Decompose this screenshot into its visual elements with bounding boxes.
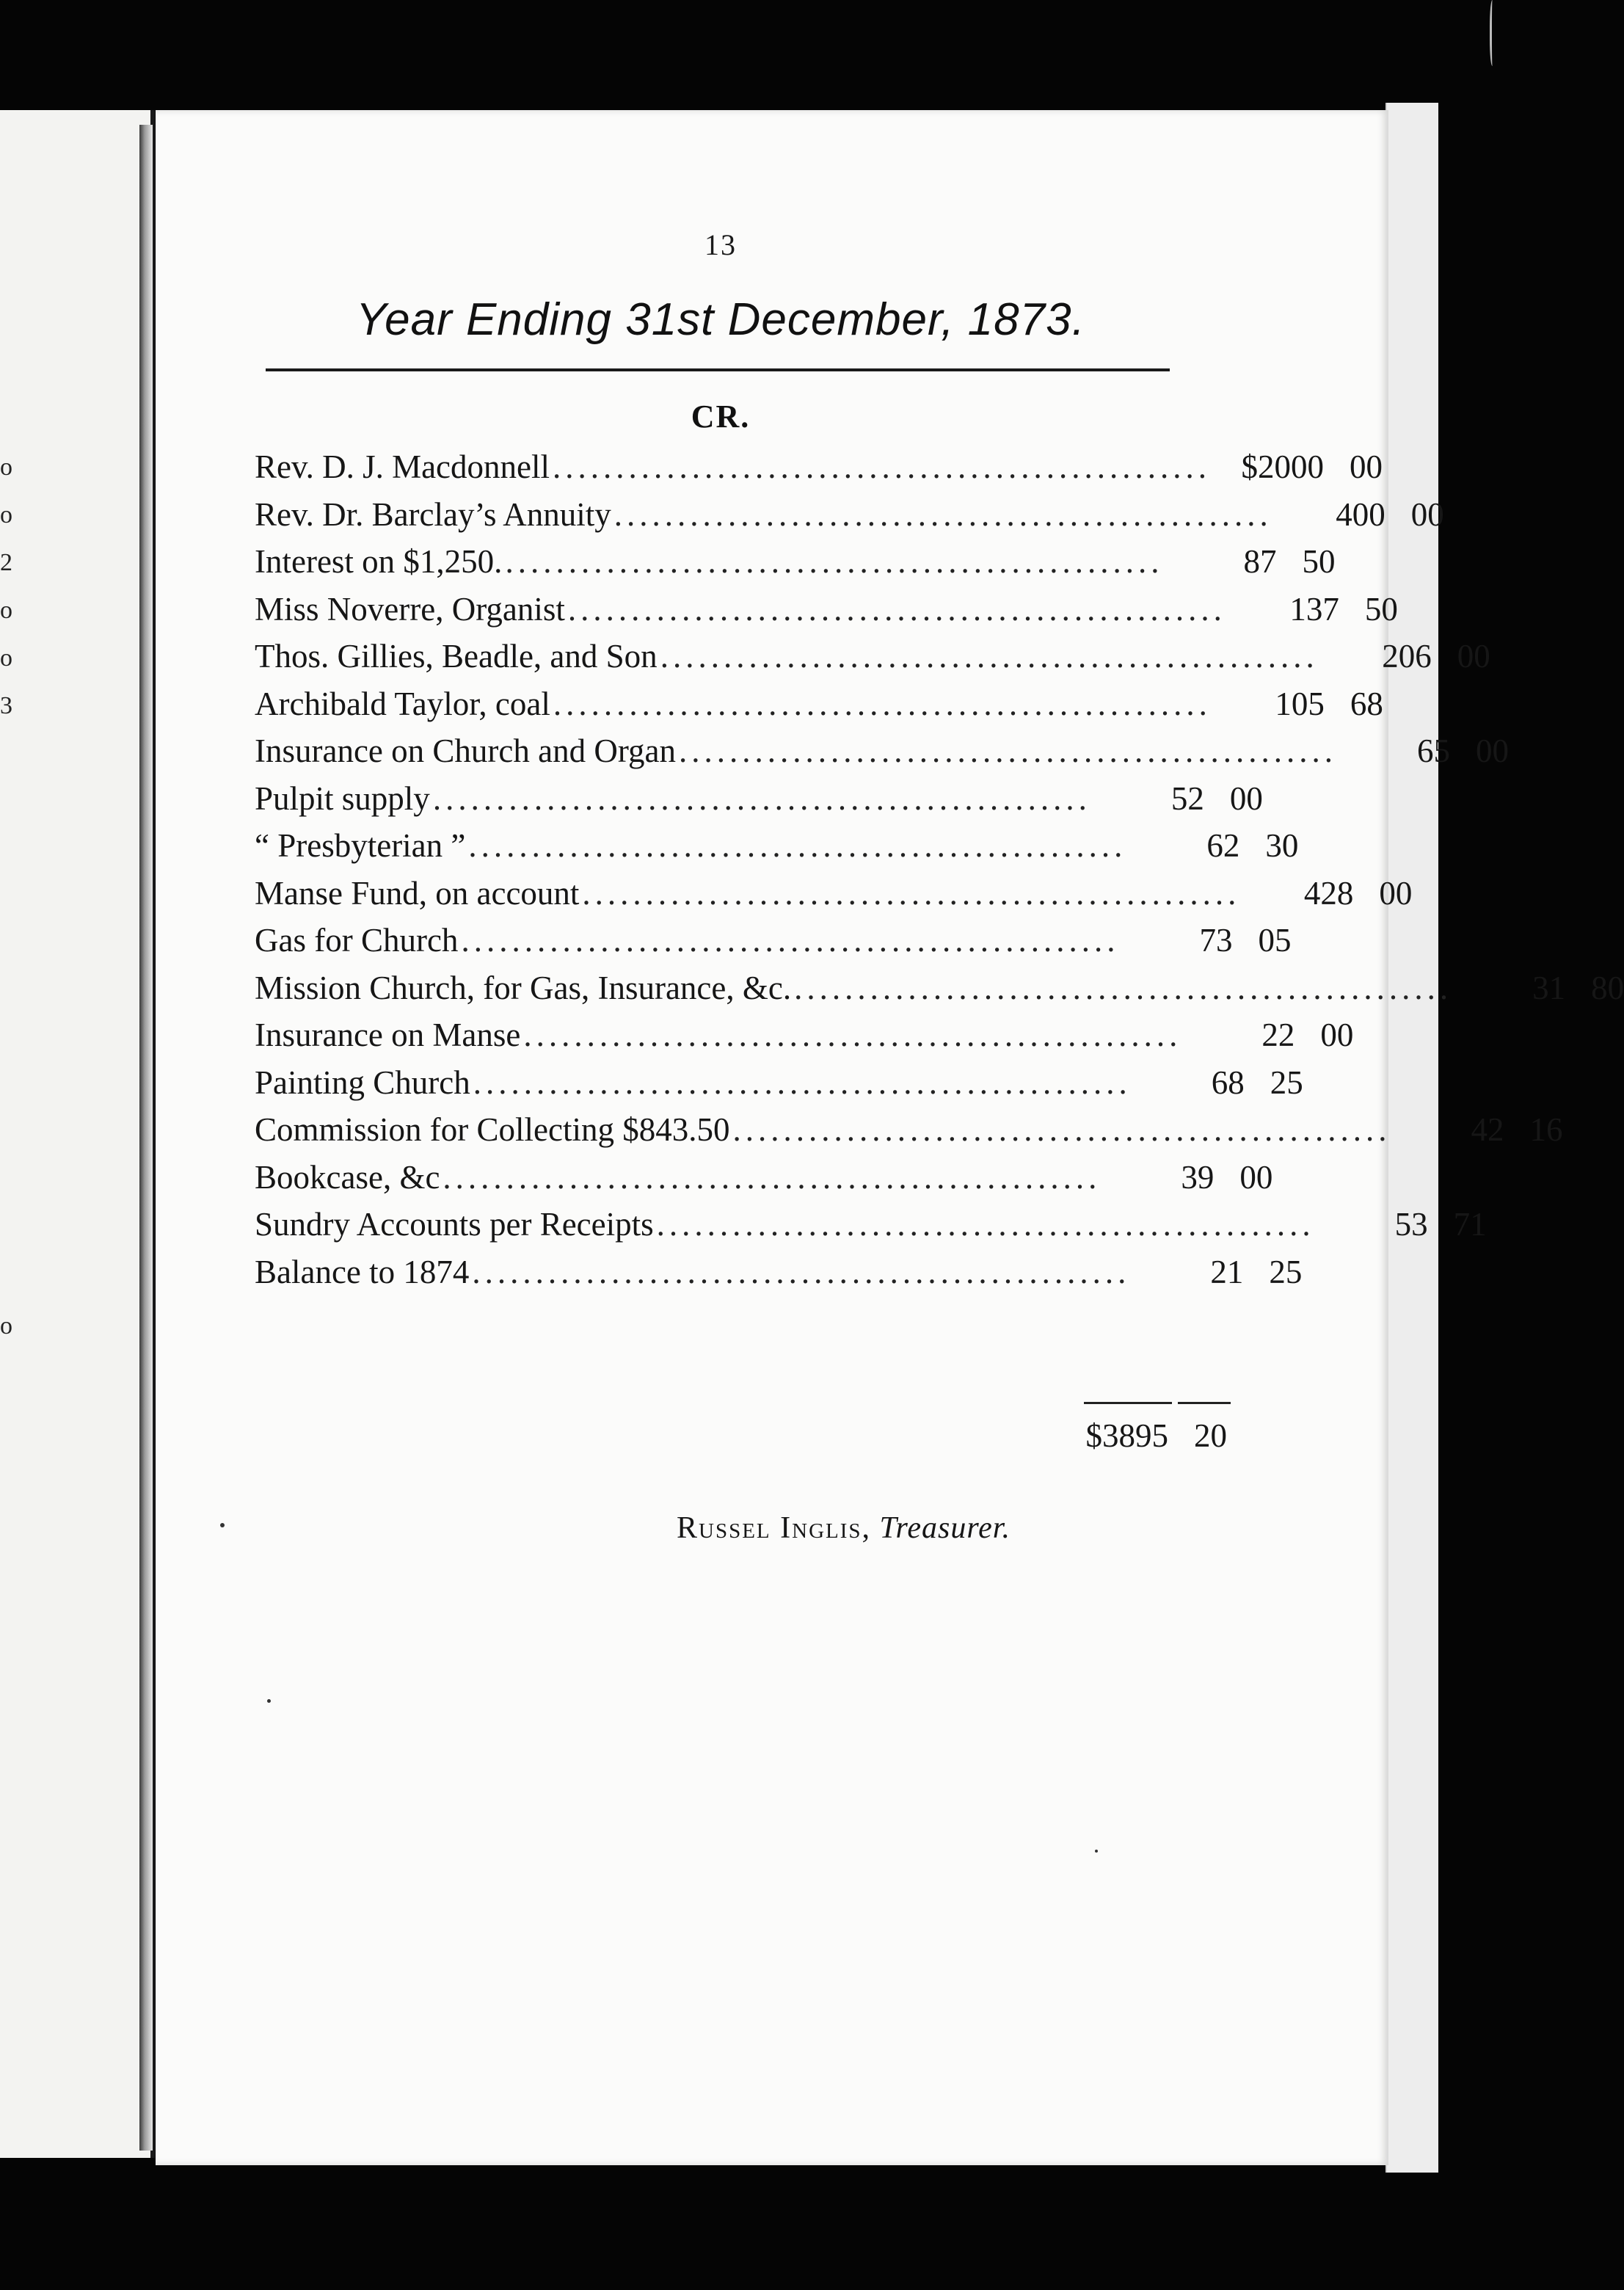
prev-page-fragment: 2 bbox=[0, 549, 12, 576]
table-row bbox=[255, 921, 1292, 969]
paper-speck bbox=[1095, 1850, 1098, 1853]
leader-dots: .................................................... bbox=[794, 969, 1453, 1006]
leader-dots: .................................................... bbox=[461, 922, 1120, 959]
table-row bbox=[255, 1158, 1273, 1206]
entry-description: Balance to 1874 bbox=[255, 1253, 470, 1290]
entry-cents: 30 bbox=[1265, 827, 1299, 864]
entry-dollars: 400 bbox=[1336, 495, 1386, 533]
entry-cents: 50 bbox=[1364, 590, 1398, 628]
entry-cents: 05 bbox=[1258, 922, 1292, 959]
entry-cents: 00 bbox=[1320, 1017, 1354, 1053]
entry-dollars: 42 bbox=[1471, 1111, 1504, 1148]
table-row bbox=[255, 1064, 1303, 1111]
leader-dots: .................................................... bbox=[582, 874, 1241, 912]
paper-speck bbox=[267, 1699, 271, 1703]
entry-cents: 68 bbox=[1350, 685, 1383, 722]
paper-speck bbox=[220, 1523, 225, 1527]
entry-description: Sundry Accounts per Receipts bbox=[255, 1206, 654, 1243]
table-row bbox=[255, 826, 1299, 874]
entry-dollars: $2000 bbox=[1241, 448, 1325, 485]
entry-cents: 00 bbox=[1379, 874, 1413, 912]
heading-rule bbox=[266, 368, 1170, 371]
entry-dollars: 73 bbox=[1199, 922, 1233, 959]
entry-description: Bookcase, &c bbox=[255, 1158, 440, 1196]
entry-cents: 71 bbox=[1453, 1206, 1487, 1243]
entry-description: Rev. D. J. Macdonnell bbox=[255, 448, 550, 485]
prev-page-fragment: o bbox=[0, 501, 12, 528]
table-row bbox=[255, 1205, 1487, 1253]
leader-dots: .................................................... bbox=[443, 1158, 1102, 1196]
entry-cents: 00 bbox=[1410, 495, 1444, 533]
document-page bbox=[156, 110, 1624, 2165]
entry-cents: 00 bbox=[1229, 779, 1263, 817]
entry-cents: 00 bbox=[1476, 733, 1509, 769]
entry-cents: 25 bbox=[1269, 1253, 1303, 1290]
entry-description: Interest on $1,250. bbox=[255, 543, 503, 580]
entry-description: Gas for Church bbox=[255, 922, 459, 959]
leader-dots: .................................................... bbox=[613, 495, 1272, 533]
leader-dots: .................................................... bbox=[679, 733, 1337, 769]
table-row bbox=[255, 732, 1509, 779]
entry-dollars: 21 bbox=[1210, 1253, 1244, 1290]
binding-edge bbox=[139, 125, 153, 2151]
entry-dollars: 52 bbox=[1170, 779, 1204, 817]
table-row bbox=[255, 448, 1383, 495]
table-row bbox=[255, 969, 1624, 1017]
entry-description: Manse Fund, on account bbox=[255, 874, 580, 912]
prev-page-fragment: o bbox=[0, 1312, 12, 1340]
entry-description: Thos. Gillies, Beadle, and Son bbox=[255, 638, 658, 675]
table-row bbox=[255, 779, 1263, 827]
leader-dots: .................................................... bbox=[660, 638, 1319, 675]
entry-description: Rev. Dr. Barclay’s Annuity bbox=[255, 495, 611, 533]
entry-description: Miss Noverre, Organist bbox=[255, 590, 565, 628]
entry-cents: 00 bbox=[1457, 638, 1490, 675]
table-row bbox=[255, 685, 1383, 733]
page-number: 13 bbox=[704, 228, 737, 261]
total-row bbox=[1029, 1417, 1227, 1455]
entry-dollars: 31 bbox=[1532, 969, 1566, 1006]
entry-dollars: 65 bbox=[1417, 733, 1450, 769]
prev-page-fragment: o bbox=[0, 597, 12, 624]
table-row bbox=[255, 1253, 1303, 1301]
total-dollars: $3895 bbox=[1085, 1417, 1168, 1454]
scan-artifact bbox=[1490, 0, 1496, 66]
table-row bbox=[255, 590, 1398, 638]
treasurer-title: Treasurer. bbox=[879, 1511, 1011, 1545]
entry-cents: 25 bbox=[1270, 1064, 1303, 1101]
entry-cents: 00 bbox=[1239, 1158, 1273, 1196]
entry-cents: 16 bbox=[1529, 1111, 1563, 1148]
leader-dots: .................................................... bbox=[432, 779, 1091, 817]
leader-dots: .................................................... bbox=[473, 1064, 1132, 1101]
entry-dollars: 87 bbox=[1243, 543, 1277, 580]
entry-dollars: 53 bbox=[1394, 1206, 1428, 1243]
entry-dollars: 22 bbox=[1261, 1017, 1295, 1053]
entry-dollars: 105 bbox=[1275, 685, 1325, 722]
entry-dollars: 137 bbox=[1289, 590, 1339, 628]
leader-dots: .................................................... bbox=[553, 448, 1212, 485]
total-rule bbox=[1084, 1402, 1231, 1404]
leader-dots: .................................................... bbox=[656, 1206, 1315, 1243]
treasurer-signature bbox=[677, 1511, 1011, 1546]
table-row bbox=[255, 1111, 1563, 1158]
entry-description: Archibald Taylor, coal bbox=[255, 685, 550, 722]
prev-page-fragment: 3 bbox=[0, 692, 12, 719]
table-row bbox=[255, 495, 1444, 543]
entry-cents: 80 bbox=[1591, 969, 1624, 1006]
previous-page-edge bbox=[0, 110, 155, 2158]
entry-description: Insurance on Church and Organ bbox=[255, 733, 676, 769]
leader-dots: .................................................... bbox=[523, 1017, 1182, 1053]
entry-description: Insurance on Manse bbox=[255, 1017, 521, 1053]
prev-page-fragment: o bbox=[0, 644, 12, 672]
prev-page-fragment: o bbox=[0, 454, 12, 481]
table-row bbox=[255, 874, 1413, 922]
table-row bbox=[255, 542, 1336, 590]
leader-dots: .................................................... bbox=[472, 1253, 1131, 1290]
entry-description: Painting Church bbox=[255, 1064, 470, 1101]
leader-dots: .................................................... bbox=[567, 590, 1226, 628]
leader-dots: .................................................... bbox=[505, 543, 1164, 580]
entry-description: “ Presbyterian ” bbox=[255, 827, 466, 864]
entry-description: Pulpit supply bbox=[255, 779, 430, 817]
total-cents: 20 bbox=[1194, 1417, 1227, 1454]
entry-dollars: 428 bbox=[1303, 874, 1354, 912]
leader-dots: .................................................... bbox=[553, 685, 1212, 722]
leader-dots: .................................................... bbox=[468, 827, 1127, 864]
entry-dollars: 62 bbox=[1206, 827, 1240, 864]
credit-label: CR. bbox=[691, 399, 751, 435]
treasurer-name: Russel Inglis, bbox=[677, 1511, 872, 1545]
table-row bbox=[255, 637, 1490, 685]
entry-cents: 50 bbox=[1302, 543, 1336, 580]
page-heading: Year Ending 31st December, 1873. bbox=[356, 294, 1085, 345]
entry-dollars: 68 bbox=[1211, 1064, 1245, 1101]
leader-dots: .................................................... bbox=[732, 1111, 1391, 1148]
entry-cents: 00 bbox=[1350, 448, 1383, 485]
ledger-table bbox=[255, 448, 1624, 1300]
entry-dollars: 206 bbox=[1382, 638, 1432, 675]
table-row bbox=[255, 1016, 1354, 1064]
entry-description: Mission Church, for Gas, Insurance, &c. bbox=[255, 969, 792, 1006]
entry-description: Commission for Collecting $843.50 bbox=[255, 1111, 730, 1148]
entry-dollars: 39 bbox=[1181, 1158, 1215, 1196]
